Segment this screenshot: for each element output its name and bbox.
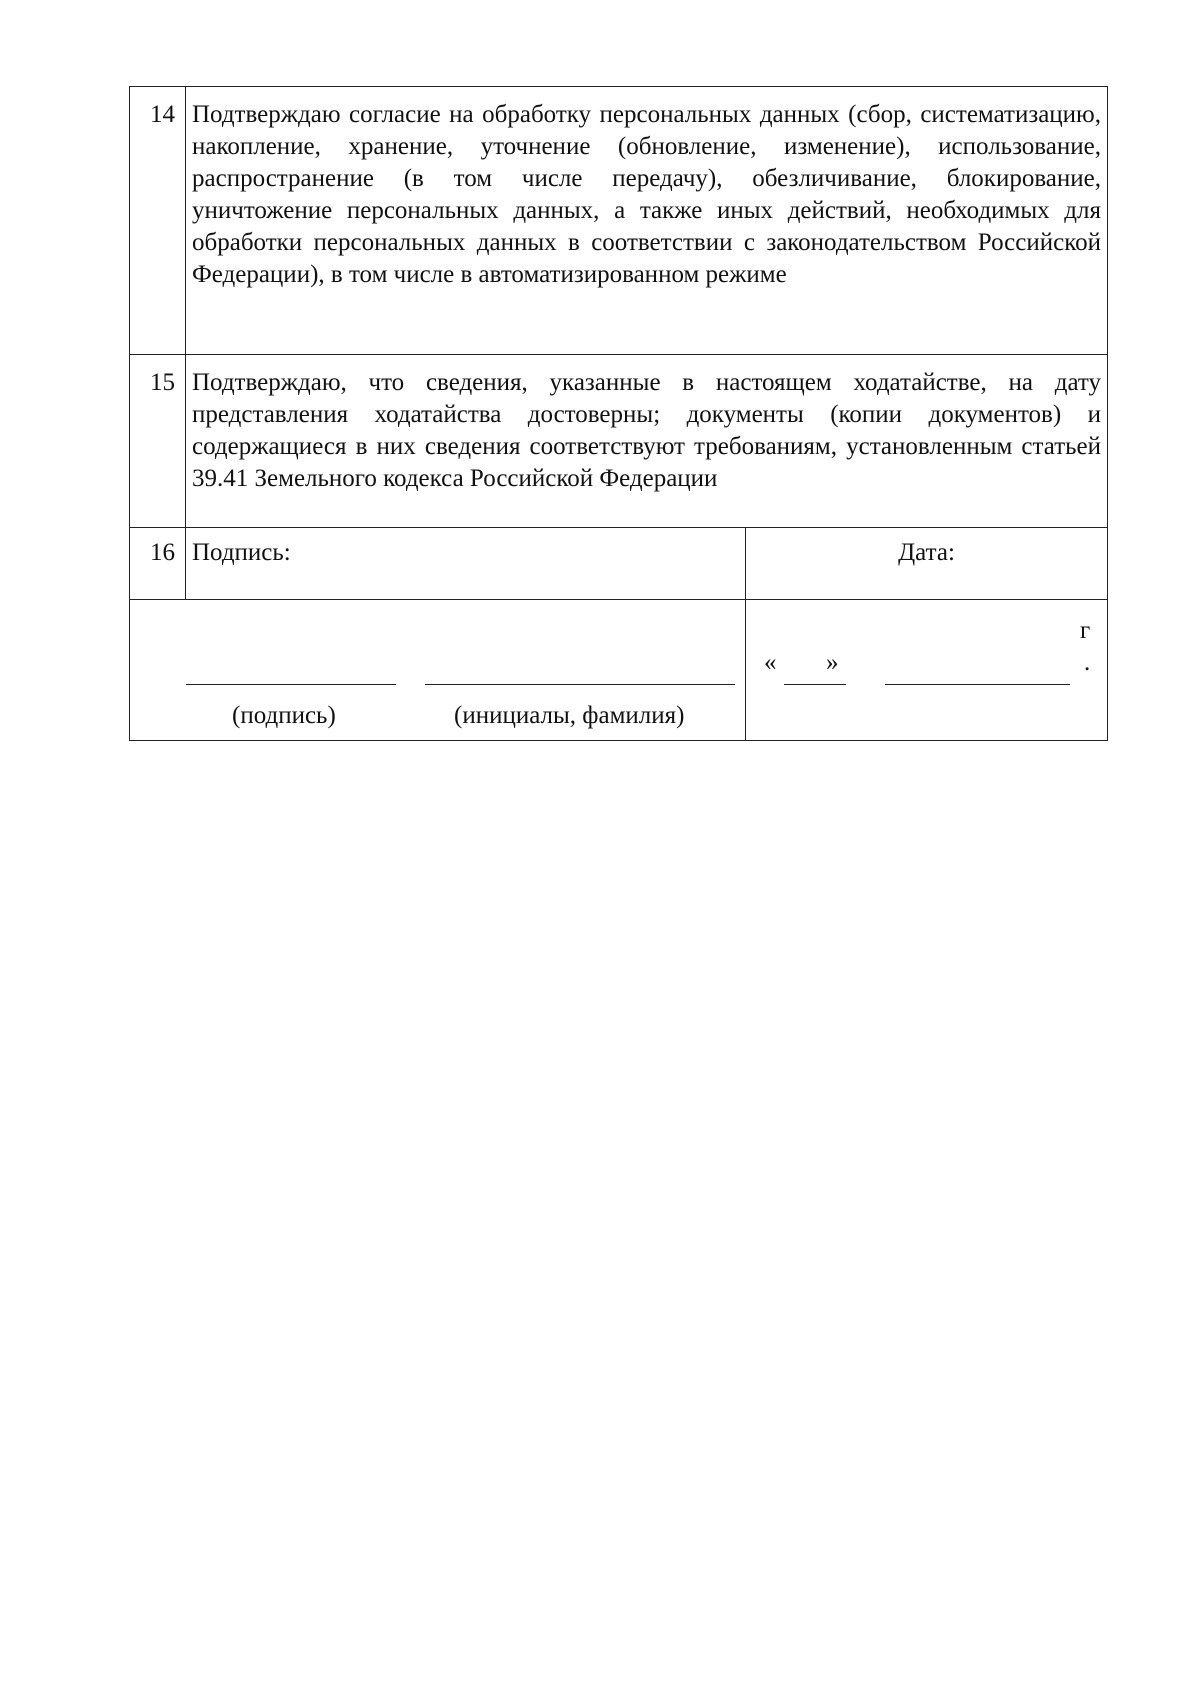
name-caption: (инициалы, фамилия) (454, 702, 685, 729)
row-number: 14 (130, 87, 186, 355)
application-form-table (129, 86, 1108, 741)
table-row (130, 528, 1108, 600)
date-period: . (1084, 649, 1091, 676)
year-suffix: г (1080, 617, 1091, 644)
row-number: 16 (130, 528, 186, 600)
close-quote: » (826, 649, 839, 676)
accuracy-confirmation-text: Подтверждаю, что сведения, указанные в настоящем ходатайстве, на дату представления ходатайства достоверны; документы (копии документов) и содержащиеся в них сведения соответствуют требованиям, установленным статьей 39.41 Земельного кодекса Российской Федерации (186, 355, 1108, 528)
open-quote: « (764, 649, 777, 676)
signature-caption: (подпись) (232, 702, 336, 729)
signature-block (130, 600, 746, 741)
row-number: 15 (130, 355, 186, 528)
name-line[interactable] (425, 684, 735, 685)
month-line[interactable] (885, 684, 1070, 685)
day-line[interactable] (784, 684, 846, 685)
signature-line[interactable] (186, 684, 396, 685)
date-block (746, 600, 1108, 741)
signature-label: Подпись: (186, 528, 746, 600)
signature-fields-row (130, 600, 1108, 741)
date-label: Дата: (746, 528, 1108, 600)
table-row (130, 87, 1108, 355)
consent-personal-data-text: Подтверждаю согласие на обработку персональных данных (сбор, систематизацию, накопление, хранение, уточнение (обновление, изменение), использование, распространение (в том числе передачу), обезличивание, блокирование, уничтожение персональных данных, а также иных действий, необходимых для обработки персональных данных в соответствии с законодательством Российской Федерации), в том числе в автоматизированном режиме (186, 87, 1108, 355)
table-row (130, 355, 1108, 528)
